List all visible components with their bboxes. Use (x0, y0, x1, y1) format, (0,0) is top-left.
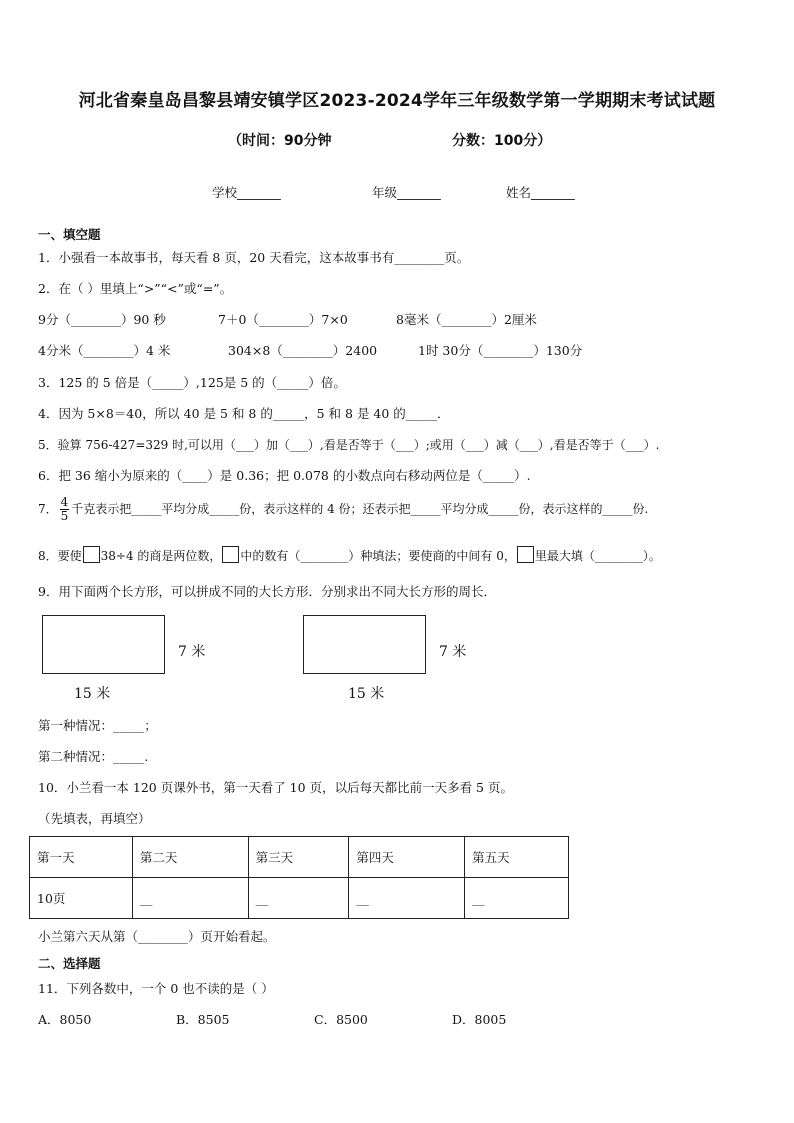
q8-part: 里最大填（________）。 (534, 549, 661, 563)
option-c[interactable]: C．8500 (314, 1012, 368, 1027)
question-6: 6．把 36 缩小为原来的（____）是 0.36；把 0.078 的小数点向右移动两位是（_____）. (38, 468, 531, 483)
q8-part: 38÷4 的商是两位数， (100, 549, 222, 563)
fraction (60, 496, 70, 523)
section-fill-blank: 一、填空题 (38, 227, 101, 242)
exam-time: （时间：90分钟 (228, 133, 332, 149)
q2-item: 7＋0（________）7×0 (218, 312, 348, 327)
question-5: 5．验算 756-427=329 时,可以用（___）加（___）,看是否等于（___）;或用（___）减（___）,看是否等于（___）. (38, 438, 660, 452)
q8-part: 中的数有（________）种填法；要使商的中间有 0， (240, 549, 516, 563)
option-a[interactable]: A．8050 (38, 1012, 92, 1027)
fraction-denominator: 5 (60, 509, 69, 523)
q9-case-2: 第二种情况：_____. (38, 749, 149, 764)
q2-item: 4分米（________）4 米 (38, 343, 171, 358)
q7-number: 7． (38, 502, 58, 516)
section-choice: 二、选择题 (38, 956, 101, 971)
q10-fill: 小兰第六天从第（________）页开始看起。 (38, 929, 276, 944)
q10-note: （先填表，再填空） (38, 811, 151, 826)
option-d[interactable]: D．8005 (452, 1012, 507, 1027)
rect2-length-label: 15 米 (348, 686, 385, 702)
table-header-row (30, 837, 569, 878)
rectangle-2 (303, 615, 426, 674)
reading-table (29, 836, 569, 919)
rect2-width-label: 7 米 (439, 644, 467, 660)
question-7 (38, 496, 648, 523)
rect1-length-label: 15 米 (74, 686, 111, 702)
q2-item: 1时 30分（________）130分 (418, 343, 583, 358)
q8-part: 8．要使 (38, 549, 82, 563)
blank-box-icon (517, 546, 534, 563)
question-8 (38, 546, 661, 564)
rectangle-1 (42, 615, 165, 674)
table-header-cell: 第二天 (132, 837, 248, 878)
table-header-cell: 第一天 (30, 837, 133, 878)
table-header-cell: 第三天 (248, 837, 349, 878)
q9-case-1: 第一种情况：_____； (38, 718, 157, 733)
q2-item: 304×8（________）2400 (228, 343, 378, 358)
table-cell[interactable]: __ (349, 878, 465, 919)
table-cell[interactable]: __ (132, 878, 248, 919)
q2-item: 9分（________）90 秒 (38, 312, 166, 327)
q2-item: 8毫米（________）2厘米 (396, 312, 537, 327)
question-10: 10．小兰看一本 120 页课外书，第一天看了 10 页，以后每天都比前一天多看 5 页。 (38, 780, 513, 795)
table-header-cell: 第四天 (349, 837, 465, 878)
option-b[interactable]: B．8505 (176, 1012, 230, 1027)
blank-box-icon (83, 546, 100, 563)
question-11: 11．下列各数中，一个 0 也不读的是（ ） (38, 981, 274, 996)
table-header-cell: 第五天 (465, 837, 569, 878)
question-4: 4．因为 5×8＝40，所以 40 是 5 和 8 的_____，5 和 8 是 40 的_____． (38, 406, 450, 421)
table-cell[interactable]: __ (248, 878, 349, 919)
table-cell: 10页 (30, 878, 133, 919)
name-field[interactable]: 姓名_______ (506, 185, 575, 200)
grade-field[interactable]: 年级_______ (372, 185, 441, 200)
question-3: 3．125 的 5 倍是（_____）,125是 5 的（_____）倍。 (38, 375, 346, 390)
rect1-width-label: 7 米 (178, 644, 206, 660)
school-field[interactable]: 学校_______ (212, 185, 281, 200)
page-title: 河北省秦皇岛昌黎县靖安镇学区2023-2024学年三年级数学第一学期期末考试试题 (78, 91, 716, 111)
blank-box-icon (222, 546, 239, 563)
q7-text: 千克表示把_____平均分成_____份，表示这样的 4 份；还表示把_____平均分成_____份，表示这样的_____份. (71, 502, 649, 516)
question-1: 1．小强看一本故事书，每天看 8 页，20 天看完，这本故事书有________页。 (38, 250, 470, 265)
exam-score: 分数：100分） (452, 133, 552, 149)
question-2: 2．在（ ）里填上“>”“<”或“=”。 (38, 281, 233, 296)
table-row (30, 878, 569, 919)
table-cell[interactable]: __ (465, 878, 569, 919)
fraction-numerator: 4 (60, 495, 69, 509)
question-9: 9．用下面两个长方形，可以拼成不同的大长方形．分别求出不同大长方形的周长． (38, 584, 496, 599)
